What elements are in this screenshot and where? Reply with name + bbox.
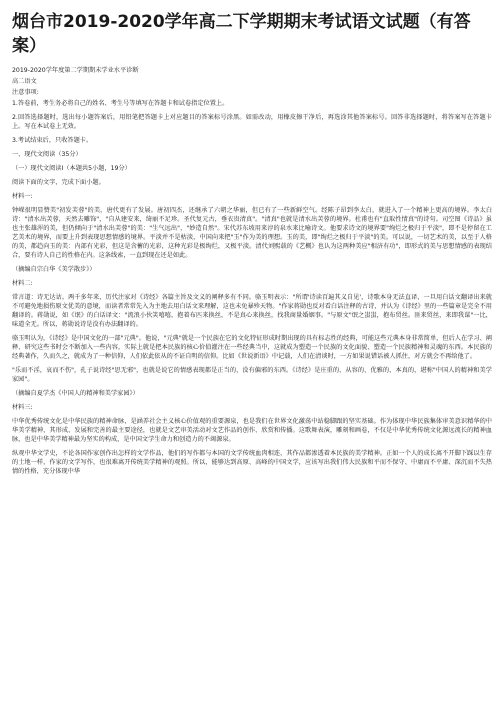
source-citation: （摘编自宗白华《美学散步》） <box>12 266 96 273</box>
paragraph: 2019-2020学年度第二学期期末学业水平诊断 <box>12 67 139 74</box>
paragraph: 纵观中华文学史，不论各国作家创作出怎样的文学作品，他们的写作都与本国的文学传统血肉相连，其作品都渗透着本民族的美学精神。正如一个人的成长离不开脚下踩以生存的土地一样，作家的文学写作，也很难离开传统美学精神的观照。所以，能够达到高原、高峰的中国文学，应该写出我们伟大民族和平而不保守、中庸而不平庸、深沉而不失热情的性格，充分体现中华 <box>12 450 492 475</box>
paragraph: 3.考试结束后，只收答题卡。 <box>12 137 93 144</box>
material-label: 材料三: <box>12 404 33 411</box>
paragraph: 阅读下面的文字，完成下面小题。 <box>12 179 105 186</box>
paragraph: 骆玉明认为，《诗经》是中国文化的一部"元典"。他说，"元典"就是一个民族在它的文化特征形成时期出现的具有标志性的经典，可能这些元典本身非常简单，但后人在学习、阐释、研究这些书时会不断加入一些内容，实际上就是把本民族的核心价值灌注在一些经典当中，这就成为塑造一个民族的文化面貌、塑造一个民族精神和灵魂的东西。本民族的经典著作，久而久之，就成为了一种信仰，人们依此依从的不证自明的信仰。比如《世说新语》中记载，人们在清谈时，一方如果说错话被人抓住，对方就会不再给他了。 <box>12 335 492 360</box>
material-label: 材料二: <box>12 280 33 287</box>
paragraph: 1.答卷前，考生务必将自己的姓名、考生号等填写在答题卡和试卷指定位置上。 <box>12 100 229 107</box>
paragraph: 注意事项: <box>12 89 39 96</box>
paragraph: 中华优秀传统文化是中华民族的精神命脉，是涵养社会主义核心价值观的重要源泉，也是我们在世界文化激荡中站稳脚跟的坚实基础。作为体现中华民族集体审美意识精华的中华美学精神，其形成、发展和完善的最主要途径，也就是文艺审美活动对文艺作品的创作、欣赏和传播。这歌舞表演，雕刻和画卷，不仅是中华优秀传统文化源远流长的精神血脉，也是中华美学精神最为坚实的构成，是中国文学生命力和创造力的不竭源泉。 <box>12 418 492 443</box>
paragraph: 常言道：诗无达诂。两千多年来，历代注家对《诗经》各篇主旨及文义的阐释多有不同。骆玉明表示："所谓'诗读百遍其义自见'，诗歌本身无法直译，一旦用白话文翻译出来就不可避免地损伤原文优美的意境，而读者常常先入为主地去用白话文来理解，这也未免暴殄天物。"作家蒋勋也反对看白话注释的古诗，并认为《诗经》里的一些篇章是完全不用翻译的。蒋勋说，如《氓》的白话译文："流浪小伙笑嘻嘻，抱着布匹来换丝，不是真心来换丝，找我商量婚姻事。"与原文"氓之蚩蚩，抱布贸丝。匪来贸丝，来即我谋"一比，味道全无。所以，蒋勋说诗是没有办法翻译的。 <box>12 294 492 328</box>
paragraph: 钟嵘很明显赞美"初发芙蓉"的美，唐代更有了发展。唐初四杰，还继承了六朝之华丽，但已有了一些新鲜空气。经陈子昂到李太白，就进入了一个精神上更高的境界。李太白诗："清水出芙蓉，天然去雕饰"，"自从建安来，绮丽不足珍。圣代复元古，垂衣贵清真"。"清真"也就是清水出芙蓉的境界。杜甫也有"直取性情真"的诗句。司空图《诗品》虽也主张雄浑的美，但仍倾向于"清水出芙蓉"的美："生气远出"，"妙造自然"。宋代苏东坡用来淳的泉水来比喻诗文。他要求诗文的境界要"绚烂之极归于平淡"，即不是停留在工艺美术的境界，而要上升到表现思想情感的境界。平淡并不是枯淡，中国向来把"玉"作为美的理想。玉的美，即"绚烂之极归于平淡"的美。可以说，一切艺术的美，以至于人格的美，都趋向玉的美：内部有光彩，但这是含蓄的光彩，这种光彩是极绚烂，又极平淡。清代刘熙载的《艺概》也认为这两种美应"相济有功"，即形式的美与思想情感的表现结合，要有诗人自己的性格在内。这条线索，一直到现在还是如此。 <box>12 207 492 259</box>
material-label: 材料一: <box>12 193 33 200</box>
document-title: 烟台市2019-2020学年高二下学期期末考试语文试题（有答案） <box>12 12 471 56</box>
section-heading: （一）现代文阅读I（本题共5小题，19分） <box>12 165 131 172</box>
section-heading: 一、现代文阅读（35分） <box>12 151 82 158</box>
paragraph: 高二语文 <box>12 78 37 85</box>
paragraph: 2.回答选择题时，选出每小题答案后，用铅笔把答题卡上对应题目的答案标号涂黑。如需改动，用橡皮擦干净后，再选涂其他答案标号。回答非选择题时，将答案写在答题卡上。写在本试卷上无效。 <box>12 114 492 130</box>
paragraph: "乐而不淫，哀而不伤"，孔子说诗经"思无邪"，也就是说它的情感表现都是正当的，没有偏邪的东西。《诗经》是庄重的、从容的、优雅的、本真的，堪称"中国人的精神和美学家园"。 <box>12 367 492 383</box>
source-citation: （摘编自夏学杰《中国人的精神和美学家园》） <box>12 390 139 397</box>
document-body <box>12 66 492 476</box>
